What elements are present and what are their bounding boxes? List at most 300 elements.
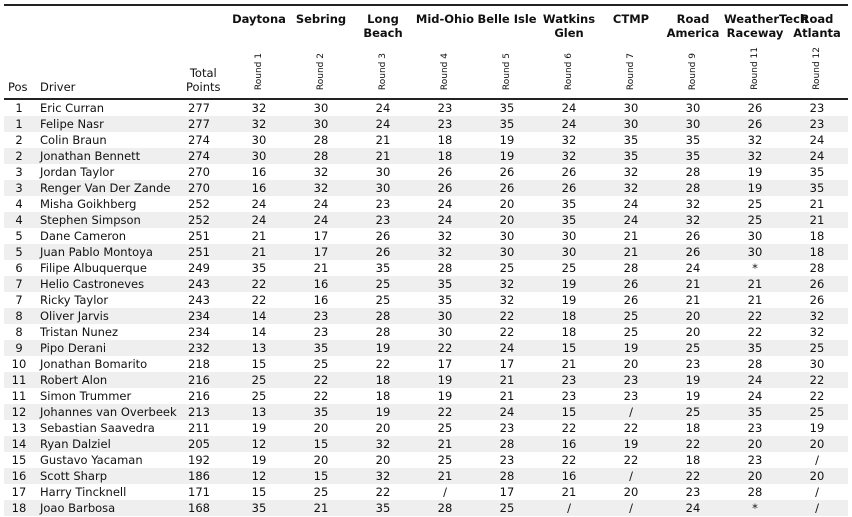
round-score-cell: 17 [499, 485, 515, 499]
pos-cell: 8 [4, 308, 34, 324]
round-score-cell: 17 [437, 357, 453, 371]
round-score-cell: 21 [476, 372, 538, 388]
round-score-cell: 18 [352, 372, 414, 388]
round-score-cell: 24 [476, 340, 538, 356]
round-score-cell: 22 [724, 308, 786, 324]
round-score-cell: 14 [228, 308, 290, 324]
total-points-cell: 186 [184, 468, 228, 484]
round-score-cell: 22 [623, 421, 639, 435]
round-header [786, 6, 848, 99]
round-score-cell: 28 [290, 148, 352, 164]
round-score-cell: / [600, 404, 662, 420]
round-score-cell: 26 [561, 165, 577, 179]
round-score-cell: 35 [437, 293, 453, 307]
total-points-cell: 234 [188, 325, 210, 339]
table-row [4, 292, 848, 308]
table-row [4, 468, 848, 484]
round-score-cell: 23 [561, 389, 577, 403]
venue-name: Sebring [295, 12, 347, 26]
round-score-cell: 28 [747, 357, 763, 371]
table-row [4, 340, 848, 356]
round-score-cell: 35 [600, 148, 662, 164]
round-score-cell: 21 [685, 293, 701, 307]
round-score-cell: 32 [352, 436, 414, 452]
driver-cell: Tristan Nunez [40, 325, 119, 339]
pos-cell: 18 [4, 500, 34, 516]
round-score-cell: 30 [228, 148, 290, 164]
round-score-cell: 21 [414, 468, 476, 484]
round-score-cell: 35 [375, 261, 391, 275]
round-score-cell: 18 [685, 453, 701, 467]
round-score-cell: 35 [786, 180, 848, 196]
round-score-cell: 19 [662, 372, 724, 388]
table-row [4, 260, 848, 276]
round-label: Round 5 [502, 52, 512, 90]
round-score-cell: 28 [313, 133, 329, 147]
round-score-cell: 28 [375, 325, 391, 339]
table-row [4, 228, 848, 244]
round-score-cell: 23 [499, 453, 515, 467]
round-score-cell: 19 [600, 436, 662, 452]
round-score-cell: 24 [437, 197, 453, 211]
venue-name: CTMP [612, 12, 650, 26]
round-score-cell: * [724, 500, 786, 516]
round-score-cell: 21 [375, 133, 391, 147]
pos-cell: 2 [15, 133, 23, 147]
round-score-cell: 16 [538, 436, 600, 452]
round-score-cell: 15 [290, 436, 352, 452]
round-label: Round 12 [812, 47, 822, 90]
round-score-cell: 15 [290, 468, 352, 484]
driver-cell: Colin Braun [40, 133, 107, 147]
round-score-cell: 26 [437, 165, 453, 179]
round-score-cell: 19 [437, 389, 453, 403]
round-header [476, 6, 538, 99]
round-score-cell: 26 [685, 229, 701, 243]
round-header [600, 6, 662, 99]
round-score-cell: 32 [538, 148, 600, 164]
round-score-cell: 28 [747, 485, 763, 499]
round-score-cell: 21 [561, 485, 577, 499]
round-score-cell: 24 [228, 212, 290, 228]
round-score-cell: 26 [600, 276, 662, 292]
round-score-cell: 26 [623, 293, 639, 307]
round-score-cell: 25 [600, 308, 662, 324]
round-score-cell: 22 [561, 421, 577, 435]
driver-cell: Eric Curran [40, 101, 105, 115]
driver-cell: Scott Sharp [34, 468, 184, 484]
total-points-cell: 277 [184, 116, 228, 132]
table-row [4, 356, 848, 372]
round-header [228, 6, 290, 99]
pos-cell: 5 [15, 229, 23, 243]
round-score-cell: 30 [476, 244, 538, 260]
round-score-cell: 25 [437, 453, 453, 467]
venue-name: Belle Isle [477, 12, 537, 26]
total-points-cell: 252 [188, 197, 210, 211]
pos-cell: 10 [11, 357, 27, 371]
round-score-cell: 20 [724, 436, 786, 452]
round-score-cell: 25 [786, 404, 848, 420]
round-score-cell: 25 [313, 357, 329, 371]
round-score-cell: 19 [685, 389, 701, 403]
round-score-cell: 24 [352, 116, 414, 132]
driver-cell: Pipo Derani [34, 340, 184, 356]
round-score-cell: 32 [251, 101, 267, 115]
total-points-cell: 243 [188, 293, 210, 307]
round-score-cell: 20 [313, 453, 329, 467]
round-score-cell: 12 [228, 468, 290, 484]
round-score-cell: 25 [623, 325, 639, 339]
round-score-cell: 32 [414, 244, 476, 260]
round-score-cell: 17 [499, 357, 515, 371]
round-score-cell: 35 [561, 197, 577, 211]
round-score-cell: 22 [228, 276, 290, 292]
round-score-cell: 16 [313, 293, 329, 307]
round-header [290, 6, 352, 99]
pos-cell: 1 [4, 116, 34, 132]
driver-cell: Johannes van Overbeek [34, 404, 184, 420]
round-score-cell: 25 [228, 372, 290, 388]
round-score-cell: 26 [476, 180, 538, 196]
table-row [4, 452, 848, 468]
round-score-cell: 23 [747, 453, 763, 467]
round-score-cell: 30 [685, 101, 701, 115]
venue-name: Daytona [232, 12, 286, 26]
round-score-cell: 35 [251, 261, 267, 275]
round-score-cell: 21 [623, 229, 639, 243]
round-score-cell: 30 [809, 357, 825, 371]
round-score-cell: 25 [747, 197, 763, 211]
total-points-cell: 213 [184, 404, 228, 420]
round-score-cell: 19 [414, 372, 476, 388]
round-score-cell: 13 [228, 340, 290, 356]
pos-cell: 11 [11, 389, 27, 403]
round-score-cell: 30 [414, 308, 476, 324]
round-label: Round 2 [316, 52, 326, 90]
round-score-cell: 35 [499, 101, 515, 115]
driver-cell: Felipe Nasr [34, 116, 184, 132]
driver-cell: Sebastian Saavedra [40, 421, 155, 435]
round-label: Round 6 [564, 52, 574, 90]
pos-cell: 15 [11, 453, 27, 467]
round-score-cell: 19 [251, 453, 267, 467]
total-points-cell: 232 [184, 340, 228, 356]
round-score-cell: 14 [251, 325, 267, 339]
round-score-cell: 21 [313, 261, 329, 275]
round-score-cell: 30 [662, 116, 724, 132]
total-points-cell: 277 [188, 101, 210, 115]
round-score-cell: 28 [623, 261, 639, 275]
pos-cell: 11 [4, 372, 34, 388]
round-score-cell: 32 [437, 229, 453, 243]
round-score-cell: 35 [724, 340, 786, 356]
round-score-cell: 28 [352, 308, 414, 324]
table-row [4, 196, 848, 212]
round-score-cell: 18 [538, 308, 600, 324]
round-score-cell: 32 [724, 148, 786, 164]
pos-cell: 7 [15, 293, 23, 307]
round-score-cell: 28 [662, 180, 724, 196]
round-score-cell: 22 [662, 436, 724, 452]
round-header [414, 6, 476, 99]
round-score-cell: 35 [290, 340, 352, 356]
pos-cell: 3 [15, 165, 23, 179]
round-score-cell: 22 [414, 404, 476, 420]
round-score-cell: 35 [623, 133, 639, 147]
total-points-cell: 216 [184, 372, 228, 388]
round-header [662, 6, 724, 99]
round-score-cell: 24 [600, 212, 662, 228]
pos-cell: 1 [15, 101, 23, 115]
round-score-cell: 12 [228, 436, 290, 452]
round-score-cell: 21 [499, 389, 515, 403]
round-score-cell: 23 [623, 389, 639, 403]
round-score-cell: 21 [414, 436, 476, 452]
round-score-cell: 35 [662, 148, 724, 164]
total-points-cell: 274 [184, 148, 228, 164]
round-score-cell: 26 [352, 244, 414, 260]
round-score-cell: 35 [352, 500, 414, 516]
round-score-cell: 22 [561, 453, 577, 467]
round-score-cell: 32 [747, 133, 763, 147]
round-score-cell: 24 [414, 212, 476, 228]
round-score-cell: 23 [685, 485, 701, 499]
round-score-cell: 25 [561, 261, 577, 275]
round-score-cell: 35 [809, 165, 825, 179]
round-score-cell: 23 [437, 101, 453, 115]
driver-header-label: Driver [40, 80, 76, 94]
pos-cell: 13 [11, 421, 27, 435]
round-score-cell: 21 [786, 212, 848, 228]
driver-cell: Jonathan Bennett [34, 148, 184, 164]
round-score-cell: 22 [662, 468, 724, 484]
round-score-cell: / [600, 500, 662, 516]
round-score-cell: 23 [786, 116, 848, 132]
round-score-cell: 20 [375, 453, 391, 467]
round-score-cell: 24 [685, 261, 701, 275]
round-score-cell: 24 [375, 101, 391, 115]
round-score-cell: 21 [747, 293, 763, 307]
round-score-cell: 22 [623, 453, 639, 467]
round-score-cell: / [443, 485, 447, 499]
round-score-cell: / [815, 453, 819, 467]
round-score-cell: 19 [476, 148, 538, 164]
round-score-cell: 32 [228, 116, 290, 132]
round-score-cell: 32 [352, 468, 414, 484]
round-score-cell: 32 [685, 197, 701, 211]
round-score-cell: 20 [375, 421, 391, 435]
round-score-cell: 17 [313, 229, 329, 243]
round-score-cell: 19 [809, 421, 825, 435]
round-score-cell: 21 [809, 197, 825, 211]
table-row [4, 372, 848, 388]
round-score-cell: 16 [538, 468, 600, 484]
round-score-cell: 23 [352, 212, 414, 228]
round-score-cell: 22 [290, 372, 352, 388]
round-score-cell: 25 [313, 485, 329, 499]
pos-header-label: Pos [8, 80, 28, 94]
driver-header [34, 6, 184, 99]
round-score-cell: 28 [414, 500, 476, 516]
round-score-cell: / [815, 485, 819, 499]
total-points-cell: 205 [184, 436, 228, 452]
total-points-cell: 270 [188, 165, 210, 179]
round-score-cell: 30 [437, 325, 453, 339]
venue-name: WeatherTech Raceway [724, 12, 809, 40]
round-score-cell: 22 [809, 389, 825, 403]
round-score-cell: 20 [662, 308, 724, 324]
table-header [4, 5, 848, 99]
round-score-cell: 16 [228, 180, 290, 196]
round-score-cell: 25 [476, 500, 538, 516]
round-score-cell: 19 [251, 421, 267, 435]
round-score-cell: 18 [809, 229, 825, 243]
round-score-cell: 21 [600, 244, 662, 260]
table-row [4, 388, 848, 404]
venue-name: Road America [666, 12, 720, 40]
driver-cell: Jordan Taylor [40, 165, 115, 179]
driver-cell: Helio Castroneves [34, 276, 184, 292]
driver-cell: Filipe Albuquerque [40, 261, 147, 275]
round-score-cell: 21 [352, 148, 414, 164]
round-score-cell: 23 [313, 325, 329, 339]
driver-cell: Robert Alon [34, 372, 184, 388]
round-score-cell: 26 [538, 180, 600, 196]
round-score-cell: 22 [251, 293, 267, 307]
table-row [4, 484, 848, 500]
round-score-cell: 23 [414, 116, 476, 132]
table-row [4, 180, 848, 196]
round-score-cell: 18 [375, 389, 391, 403]
round-score-cell: 30 [290, 116, 352, 132]
round-score-cell: 20 [476, 212, 538, 228]
round-score-cell: 19 [600, 340, 662, 356]
table-row [4, 404, 848, 420]
round-score-cell: 23 [600, 372, 662, 388]
round-score-cell: 21 [724, 276, 786, 292]
pos-cell: 3 [4, 180, 34, 196]
round-score-cell: / [600, 468, 662, 484]
total-points-cell: 249 [188, 261, 210, 275]
driver-cell: Ryan Dalziel [34, 436, 184, 452]
round-score-cell: 23 [685, 357, 701, 371]
round-score-cell: 20 [499, 197, 515, 211]
total-points-header-label: Total Points [186, 66, 221, 94]
round-score-cell: 18 [414, 148, 476, 164]
round-score-cell: 30 [561, 229, 577, 243]
round-score-cell: * [752, 261, 758, 275]
pos-cell: 2 [4, 148, 34, 164]
round-score-cell: 20 [313, 421, 329, 435]
round-label: Round 7 [626, 52, 636, 90]
round-header [724, 6, 809, 99]
round-score-cell: 21 [662, 276, 724, 292]
round-score-cell: 18 [437, 133, 453, 147]
round-score-cell: 19 [747, 165, 763, 179]
total-points-cell: 171 [188, 485, 210, 499]
round-label: Round 1 [254, 52, 264, 90]
standings-table [4, 4, 848, 516]
round-score-cell: 25 [662, 340, 724, 356]
round-score-cell: 20 [623, 357, 639, 371]
round-score-cell: 30 [499, 229, 515, 243]
table-row [4, 148, 848, 164]
round-score-cell: 22 [476, 308, 538, 324]
driver-cell: Harry Tincknell [40, 485, 127, 499]
round-score-cell: 30 [251, 133, 267, 147]
round-score-cell: 32 [290, 180, 352, 196]
round-score-cell: 16 [251, 165, 267, 179]
table-row [4, 500, 848, 516]
total-points-cell: 218 [188, 357, 210, 371]
round-score-cell: 32 [623, 165, 639, 179]
round-score-cell: 25 [786, 340, 848, 356]
round-score-cell: 24 [623, 197, 639, 211]
round-score-cell: 30 [313, 101, 329, 115]
round-score-cell: 30 [352, 180, 414, 196]
round-score-cell: 20 [786, 468, 848, 484]
total-points-cell: 251 [188, 229, 210, 243]
round-score-cell: 25 [251, 389, 267, 403]
driver-cell: Simon Trummer [40, 389, 132, 403]
pos-cell: 9 [4, 340, 34, 356]
round-score-cell: 21 [561, 357, 577, 371]
round-score-cell: 26 [662, 244, 724, 260]
total-points-cell: 251 [184, 244, 228, 260]
total-points-cell: 192 [188, 453, 210, 467]
round-score-cell: 19 [724, 180, 786, 196]
round-score-cell: 23 [747, 421, 763, 435]
round-score-cell: 35 [724, 404, 786, 420]
round-score-cell: 26 [499, 165, 515, 179]
total-points-cell: 168 [184, 500, 228, 516]
round-score-cell: 23 [809, 101, 825, 115]
round-score-cell: 22 [786, 372, 848, 388]
round-score-cell: 20 [724, 468, 786, 484]
round-score-cell: 22 [313, 389, 329, 403]
round-score-cell: 35 [685, 133, 701, 147]
round-score-cell: 21 [251, 229, 267, 243]
driver-cell: Joao Barbosa [34, 500, 184, 516]
round-score-cell: 32 [476, 276, 538, 292]
round-score-cell: 22 [414, 340, 476, 356]
round-score-cell: / [786, 500, 848, 516]
round-score-cell: 20 [623, 485, 639, 499]
driver-cell: Misha Goikhberg [40, 197, 137, 211]
round-score-cell: 25 [437, 421, 453, 435]
round-score-cell: 35 [476, 116, 538, 132]
venue-name: Road Atlanta [793, 12, 841, 40]
driver-cell: Oliver Jarvis [34, 308, 184, 324]
total-points-cell: 270 [184, 180, 228, 196]
round-score-cell: 18 [786, 244, 848, 260]
round-score-cell: 20 [786, 436, 848, 452]
round-score-cell: 18 [561, 325, 577, 339]
driver-cell: Gustavo Yacaman [40, 453, 143, 467]
round-score-cell: 24 [476, 404, 538, 420]
round-score-cell: 24 [809, 133, 825, 147]
round-score-cell: 32 [313, 165, 329, 179]
round-score-cell: 22 [375, 485, 391, 499]
pos-cell: 6 [15, 261, 23, 275]
round-score-cell: 16 [290, 276, 352, 292]
round-score-cell: 24 [724, 372, 786, 388]
round-score-cell: 24 [313, 197, 329, 211]
driver-cell: Juan Pablo Montoya [34, 244, 184, 260]
round-score-cell: 24 [251, 197, 267, 211]
round-score-cell: 32 [809, 325, 825, 339]
